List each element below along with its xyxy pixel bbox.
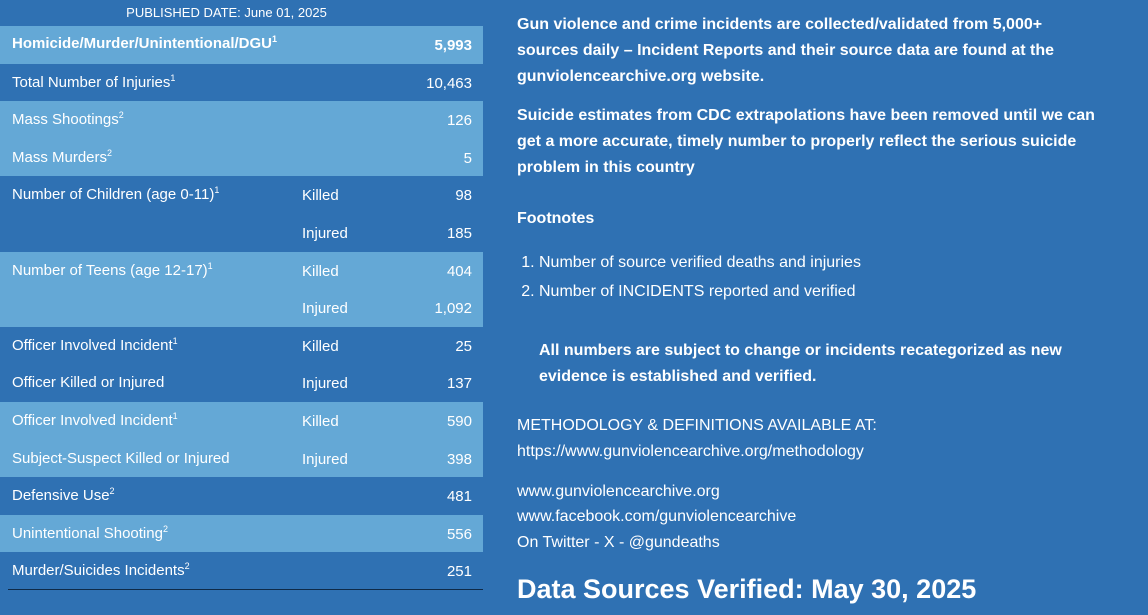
row-label-text: Total Number of Injuries (12, 73, 171, 91)
row-label-text: Unintentional Shooting (12, 524, 163, 542)
methodology-label: METHODOLOGY & DEFINITIONS AVAILABLE AT: (517, 417, 877, 434)
row-label-text: Mass Murders (12, 148, 108, 166)
row-type: Killed (302, 412, 339, 430)
row-value: 404 (446, 262, 472, 280)
methodology-link[interactable]: https://www.gunviolencearchive.org/methodology (517, 443, 864, 460)
table-row (0, 440, 483, 478)
footnote-ref: 2 (109, 486, 115, 497)
row-label (12, 337, 178, 354)
row-label-text: Homicide/Murder/Unintentional/DGU (12, 35, 273, 52)
footnote-ref: 1 (172, 335, 178, 346)
row-label (12, 562, 190, 579)
row-type: Killed (302, 187, 339, 205)
row-value: 126 (446, 112, 472, 130)
row-label (12, 450, 230, 467)
row-label (12, 111, 124, 128)
facebook-link[interactable]: www.facebook.com/gunviolencearchive (517, 508, 797, 525)
row-label-text: Defensive Use (12, 487, 110, 505)
row-value: 590 (446, 412, 472, 430)
row-type: Injured (302, 375, 348, 393)
row-value: 137 (446, 375, 472, 393)
table-row (0, 64, 483, 102)
published-date: PUBLISHED DATE: June 01, 2025 (126, 5, 327, 20)
row-value: 98 (455, 187, 472, 205)
footnote-ref: 2 (118, 110, 124, 121)
row-label-text: Number of Children (age 0-11) (12, 186, 215, 204)
row-value: 5 (463, 149, 472, 167)
table-row (0, 327, 483, 365)
table-row (0, 552, 483, 590)
row-label-text: Subject-Suspect Killed or Injured (12, 449, 230, 467)
row-type: Killed (302, 337, 339, 355)
row-label (12, 487, 115, 504)
table-row (0, 515, 483, 553)
table-row (0, 176, 483, 214)
footnote-ref: 2 (184, 561, 190, 572)
subject-to-change-note: All numbers are subject to change or incidents recategorized as new evidence is established and verified. (539, 342, 1062, 385)
row-label (12, 35, 277, 52)
footnote-item: 2. Number of INCIDENTS reported and verified (539, 277, 861, 306)
table-row (0, 139, 483, 177)
footnotes-title: Footnotes (517, 210, 595, 227)
table-row (0, 26, 483, 64)
table-bottom-rule (8, 589, 483, 590)
stats-table (0, 26, 483, 590)
row-label (12, 262, 213, 279)
row-value: 251 (446, 563, 472, 581)
row-value: 25 (455, 337, 472, 355)
row-label-text: Officer Involved Incident (12, 411, 173, 429)
row-label-text: Mass Shootings (12, 111, 119, 129)
table-row (0, 101, 483, 139)
row-label (12, 149, 112, 166)
table-row (0, 402, 483, 440)
row-label-text: Murder/Suicides Incidents (12, 562, 185, 580)
row-label-text: Officer Killed or Injured (12, 374, 165, 392)
row-type: Injured (302, 224, 348, 242)
row-label (12, 412, 178, 429)
verified-date: Data Sources Verified: May 30, 2025 (517, 574, 977, 604)
suicide-note: Suicide estimates from CDC extrapolations have been removed until we can get a more accurate, timely number to properly reflect the serious suicide problem in this country (517, 107, 1095, 176)
footnotes-list (517, 248, 861, 306)
footnote-item: 1. Number of source verified deaths and injuries (539, 248, 861, 277)
collection-note: Gun violence and crime incidents are collected/validated from 5,000+ sources daily – Incident Reports and their source data are found at the gunviolencearchive.org website. (517, 16, 1055, 85)
row-value: 556 (446, 525, 472, 543)
row-label (12, 374, 164, 391)
footnote-ref: 1 (207, 260, 213, 271)
footnote-ref: 1 (214, 185, 220, 196)
footnote-ref: 1 (172, 410, 178, 421)
row-value: 398 (446, 450, 472, 468)
row-value: 1,092 (434, 300, 472, 318)
table-row (0, 289, 483, 327)
table-row (0, 214, 483, 252)
footnote-ref: 1 (170, 72, 176, 83)
row-type: Killed (302, 262, 339, 280)
website-link[interactable]: www.gunviolencearchive.org (517, 483, 720, 500)
stats-panel (0, 0, 483, 615)
table-row (0, 477, 483, 515)
row-label (12, 186, 219, 203)
row-value: 185 (446, 224, 472, 242)
footnote-ref: 1 (272, 34, 278, 44)
table-row (0, 252, 483, 290)
row-label (12, 525, 168, 542)
row-label-text: Officer Involved Incident (12, 336, 173, 354)
row-value: 5,993 (434, 37, 472, 54)
row-value: 481 (446, 488, 472, 506)
row-value: 10,463 (426, 74, 472, 92)
table-row (0, 364, 483, 402)
footnote-ref: 2 (162, 523, 168, 534)
row-type: Injured (302, 450, 348, 468)
twitter-handle[interactable]: On Twitter - X - @gundeaths (517, 534, 720, 551)
footnote-ref: 2 (107, 147, 113, 158)
row-type: Injured (302, 300, 348, 318)
row-label-text: Number of Teens (age 12-17) (12, 261, 208, 279)
row-label (12, 74, 175, 91)
